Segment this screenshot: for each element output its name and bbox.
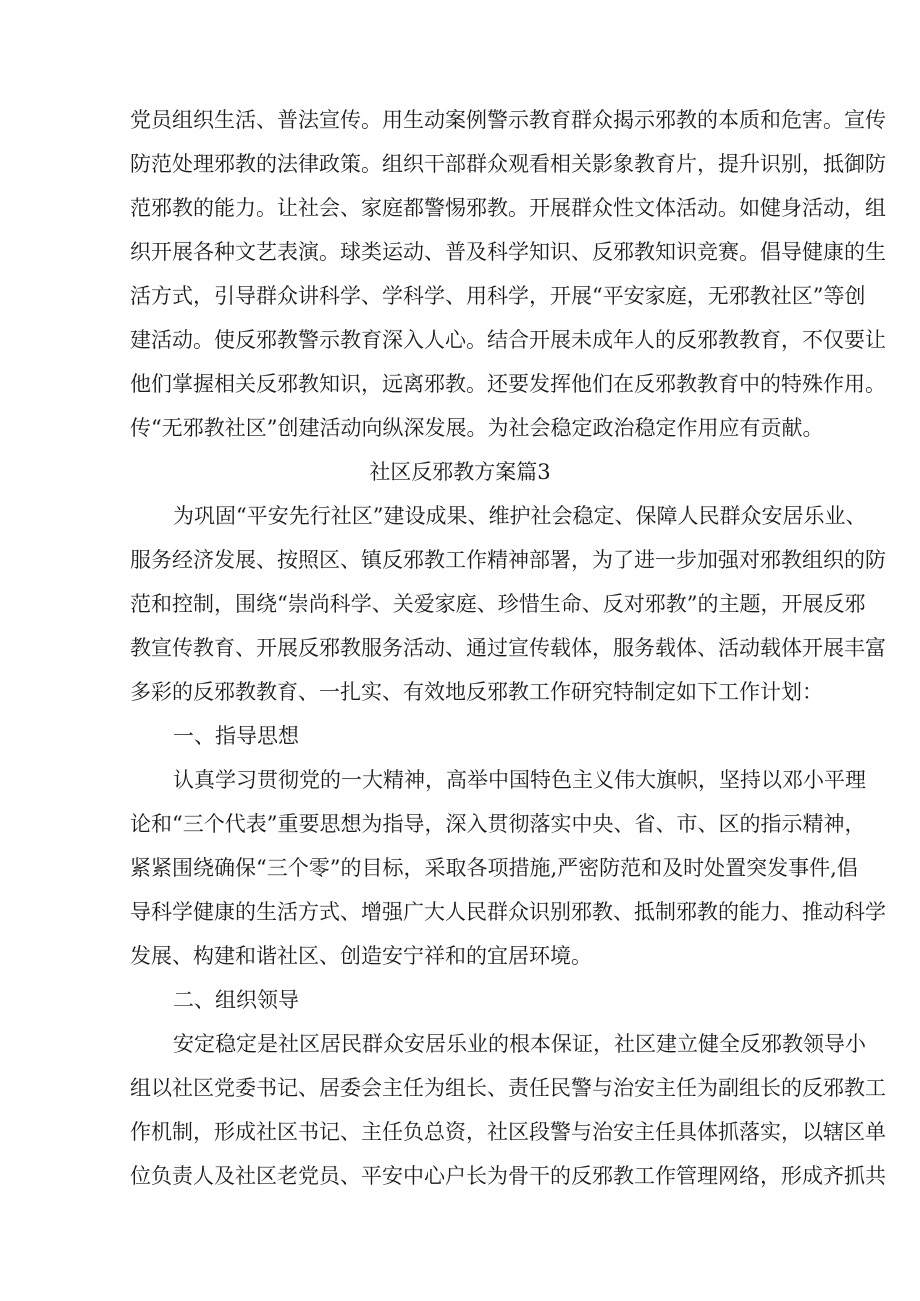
paragraph-line: 为巩固“平安先行社区”建设成果、维护社会稳定、保障人民群众安居乐业、 bbox=[173, 504, 867, 528]
paragraph-line: 作机制，形成社区书记、主任负总资，社区段警与治安主任具体抓落实，以辖区单 bbox=[130, 1120, 886, 1144]
section-heading: 一、指导思想 bbox=[173, 724, 299, 748]
paragraph-line: 紧紧围绕确保“三个零”的目标，采取各项措施,严密防范和及时处置突发事件,倡 bbox=[130, 856, 858, 880]
paragraph-line: 位负责人及社区老党员、平安中心户长为骨干的反邪教工作管理网络，形成齐抓共 bbox=[130, 1164, 886, 1188]
paragraph-line: 组以社区党委书记、居委会主任为组长、责任民警与治安主任为副组长的反邪教工 bbox=[130, 1076, 886, 1100]
paragraph-line: 建活动。使反邪教警示教育深入人心。结合开展未成年人的反邪教教育，不仅要让 bbox=[130, 328, 886, 352]
paragraph-line: 教宣传教育、开展反邪教服务活动、通过宣传载体，服务载体、活动载体开展丰富 bbox=[130, 636, 886, 660]
paragraph-line: 多彩的反邪教教育、一扎实、有效地反邪教工作研究特制定如下工作计划： bbox=[130, 680, 823, 704]
paragraph-line: 导科学健康的生活方式、增强广大人民群众识别邪教、抵制邪教的能力、推动科学 bbox=[130, 900, 886, 924]
paragraph-line: 防范处理邪教的法律政策。组织干部群众观看相关影象教育片，提升识别，抵御防 bbox=[130, 152, 886, 176]
paragraph-line: 他们掌握相关反邪教知识，远离邪教。还要发挥他们在反邪教教育中的特殊作用。 bbox=[130, 372, 886, 396]
paragraph-line: 范和控制，围绕“崇尚科学、关爱家庭、珍惜生命、反对邪教”的主题，开展反邪 bbox=[130, 592, 866, 616]
paragraph-line: 安定稳定是社区居民群众安居乐业的根本保证，社区建立健全反邪教领导小 bbox=[173, 1032, 866, 1056]
paragraph-line: 服务经济发展、按照区、镇反邪教工作精神部署，为了进一步加强对邪教组织的防 bbox=[130, 548, 886, 572]
paragraph-line: 发展、构建和谐社区、创造安宁祥和的宜居环境。 bbox=[130, 944, 592, 968]
paragraph-line: 论和“三个代表”重要思想为指导，深入贯彻落实中央、省、市、区的指示精神， bbox=[130, 812, 866, 836]
paragraph-line: 传“无邪教社区”创建活动向纵深发展。为社会稳定政治稳定作用应有贡献。 bbox=[130, 416, 824, 440]
paragraph-line: 活方式，引导群众讲科学、学科学、用科学，开展“平安家庭，无邪教社区”等创 bbox=[130, 284, 866, 308]
paragraph-line: 党员组织生活、普法宣传。用生动案例警示教育群众揭示邪教的本质和危害。宣传 bbox=[130, 108, 886, 132]
paragraph-line: 范邪教的能力。让社会、家庭都警惕邪教。开展群众性文体活动。如健身活动，组 bbox=[130, 196, 886, 220]
paragraph-line: 织开展各种文艺表演。球类运动、普及科学知识、反邪教知识竞赛。倡导健康的生 bbox=[130, 240, 886, 264]
section-title: 社区反邪教方案篇3 bbox=[369, 460, 551, 484]
section-heading: 二、组织领导 bbox=[173, 988, 299, 1012]
paragraph-line: 认真学习贯彻党的一大精神，高举中国特色主义伟大旗帜，坚持以邓小平理 bbox=[173, 768, 866, 792]
